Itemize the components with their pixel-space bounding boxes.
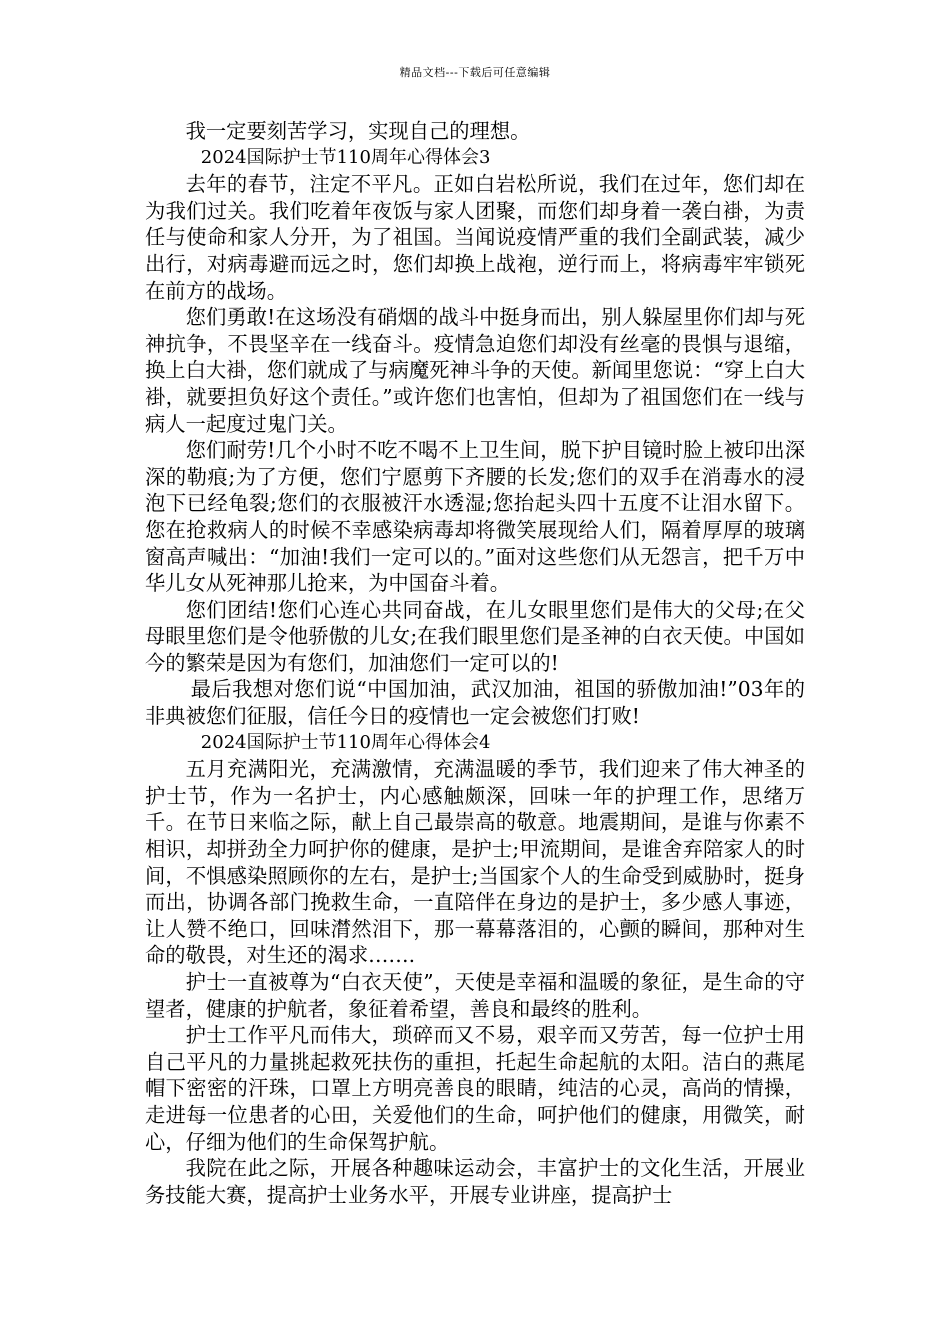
paragraph-intro: 我一定要刻苦学习，实现自己的理想。 (185, 119, 531, 143)
paragraph-4-2: 护士一直被尊为“白衣天使”，天使是幸福和温暖的象征，是生命的守望者，健康的护航者，象征着希望，善良和最终的胜利。 (145, 970, 805, 1021)
paragraph-3-1: 去年的春节，注定不平凡。正如白岩松所说，我们在过年，您们却在为我们过关。我们吃着年夜饭与家人团聚，而您们却身着一袭白褂，为责任与使命和家人分开，为了祖国。当闻说疫情严重的我们全副武装，减少出行，对病毒避而远之时，您们却换上战袍，逆行而上，将病毒牢牢锁死在前方的战场。 (145, 172, 805, 303)
paragraph-3-4: 您们团结!您们心连心共同奋战，在儿女眼里您们是伟大的父母;在父母眼里您们是令他骄傲的儿女;在我们眼里您们是圣神的白衣天使。中国如今的繁荣是因为有您们，加油您们一定可以的! (145, 597, 805, 675)
section-heading-4: 2024国际护士节110周年心得体会4 (200, 731, 491, 753)
page-header: 精品文档---下载后可任意编辑 (399, 66, 551, 79)
paragraph-3-3: 您们耐劳!几个小时不吃不喝不上卫生间，脱下护目镜时脸上被印出深深的勒痕;为了方便，您们宁愿剪下齐腰的长发;您们的双手在消毒水的浸泡下已经龟裂;您们的衣服被汗水透湿;您抬起头四十五度不让泪水留下。您在抢救病人的时候不幸感染病毒却将微笑展现给人们，隔着厚厚的玻璃窗高声喊出：“加油!我们一定可以的。”面对这些您们从无怨言，把千万中华儿女从死神那儿抢来，为中国奋斗着。 (145, 438, 805, 596)
section-heading-3: 2024国际护士节110周年心得体会3 (200, 146, 491, 168)
paragraph-4-4: 我院在此之际，开展各种趣味运动会，丰富护士的文化生活，开展业务技能大赛，提高护士业务水平，开展专业讲座，提高护士 (145, 1156, 805, 1207)
paragraph-3-5: 最后我想对您们说“中国加油，武汉加油，祖国的骄傲加油!”03年的非典被您们征服，信任今日的疫情也一定会被您们打败! (145, 677, 805, 729)
paragraph-4-1: 五月充满阳光，充满激情，充满温暖的季节，我们迎来了伟大神圣的护士节，作为一名护士，内心感触颇深，回味一年的护理工作，思绪万千。在节日来临之际，献上自己最崇高的敬意。地震期间，是谁与你素不相识，却拼劲全力呵护你的健康，是护士;甲流期间，是谁舍弃陪家人的时间，不惧感染照顾你的左右，是护士;当国家个人的生命受到威胁时，挺身而出，协调各部门挽救生命，一直陪伴在身边的是护士，多少感人事迹，让人赞不绝口，回味潸然泪下，那一幕幕落泪的，心颤的瞬间，那种对生命的敬畏，对生还的渴求……. (145, 757, 805, 968)
document-body (145, 118, 805, 1208)
paragraph-3-2: 您们勇敢!在这场没有硝烟的战斗中挺身而出，别人躲屋里你们却与死神抗争，不畏坚辛在一线奋斗。疫情急迫您们却没有丝毫的畏惧与退缩，换上白大褂，您们就成了与病魔死神斗争的天使。新闻里您说：“穿上白大褂，就要担负好这个责任。”或许您们也害怕，但却为了祖国您们在一线与病人一起度过鬼门关。 (145, 305, 805, 436)
paragraph-4-3: 护士工作平凡而伟大，琐碎而又不易，艰辛而又劳苦，每一位护士用自己平凡的力量挑起救死扶伤的重担，托起生命起航的太阳。洁白的燕尾帽下密密的汗珠，口罩上方明亮善良的眼睛，纯洁的心灵，高尚的情操，走进每一位患者的心田，关爱他们的生命，呵护他们的健康，用微笑，耐心，仔细为他们的生命保驾护航。 (145, 1023, 805, 1154)
